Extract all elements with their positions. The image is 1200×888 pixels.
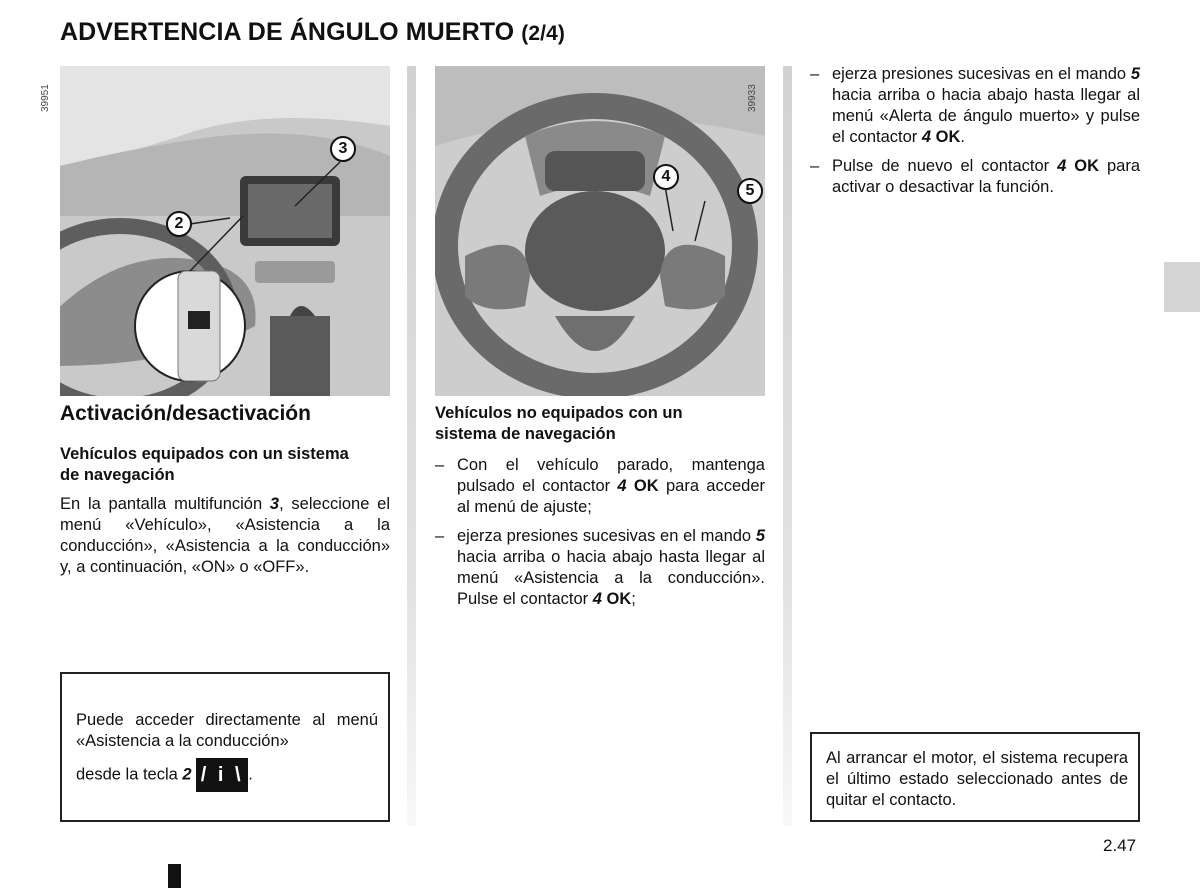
list-item: – Pulse de nuevo el contactor 4 OK para activar o desactivar la función. <box>810 156 1140 198</box>
note-box <box>60 672 390 822</box>
page-title-suffix: (2/4) <box>521 22 565 45</box>
callout-4: 4 <box>653 164 679 190</box>
page-title: ADVERTENCIA DE ÁNGULO MUERTO (2/4) <box>60 18 565 46</box>
list-item: – ejerza presiones sucesivas en el mando 5 hacia arriba o hacia abajo hasta llegar al menú «Asistencia a la conducción». Pulse el contactor 4 OK; <box>435 526 765 610</box>
list-item: – ejerza presiones sucesivas en el mando 5 hacia arriba o hacia abajo hasta llegar al menú «Alerta de ángulo muerto» y pulse el contactor 4 OK. <box>810 64 1140 148</box>
dashboard-drawing <box>60 66 390 396</box>
callout-5: 5 <box>737 178 763 204</box>
list-item: – Con el vehículo parado, mantenga pulsado el contactor 4 OK para acceder al menú de ajuste; <box>435 455 765 518</box>
note-box <box>810 732 1140 822</box>
steering-wheel-illustration <box>435 66 765 396</box>
dashboard-illustration <box>60 66 390 396</box>
callout-2: 2 <box>166 211 192 237</box>
page-number: 2.47 <box>1103 836 1137 855</box>
instruction-list <box>810 64 1140 206</box>
subheading: Vehículos equipados con un sistema de navegación <box>60 445 349 484</box>
instruction-list <box>435 455 765 618</box>
subheading: Vehículos no equipados con un sistema de navegación <box>435 404 683 443</box>
image-code: 39951 <box>40 84 51 112</box>
driving-assist-key-icon: / i \ <box>196 758 248 792</box>
column-separator <box>783 66 792 826</box>
image-code: 39933 <box>747 84 758 112</box>
chapter-tab <box>1164 262 1200 312</box>
note-key-line: desde la tecla 2 / i \ . <box>76 758 253 792</box>
steering-wheel-drawing <box>435 66 765 396</box>
note-text: Puede acceder directamente al menú «Asistencia a la conducción» <box>76 711 378 750</box>
note-text: Al arrancar el motor, el sistema recupera el último estado seleccionado antes de quitar el contacto. <box>826 749 1128 809</box>
paragraph: En la pantalla multifunción 3, seleccione el menú «Vehículo», «Asistencia a la conducción», «Asistencia a la conducción» y, a continuación, «ON» o «OFF». <box>60 495 391 576</box>
edge-marker <box>168 864 181 888</box>
column-separator <box>407 66 416 826</box>
section-heading: Activación/desactivación <box>60 402 311 425</box>
callout-3: 3 <box>330 136 356 162</box>
